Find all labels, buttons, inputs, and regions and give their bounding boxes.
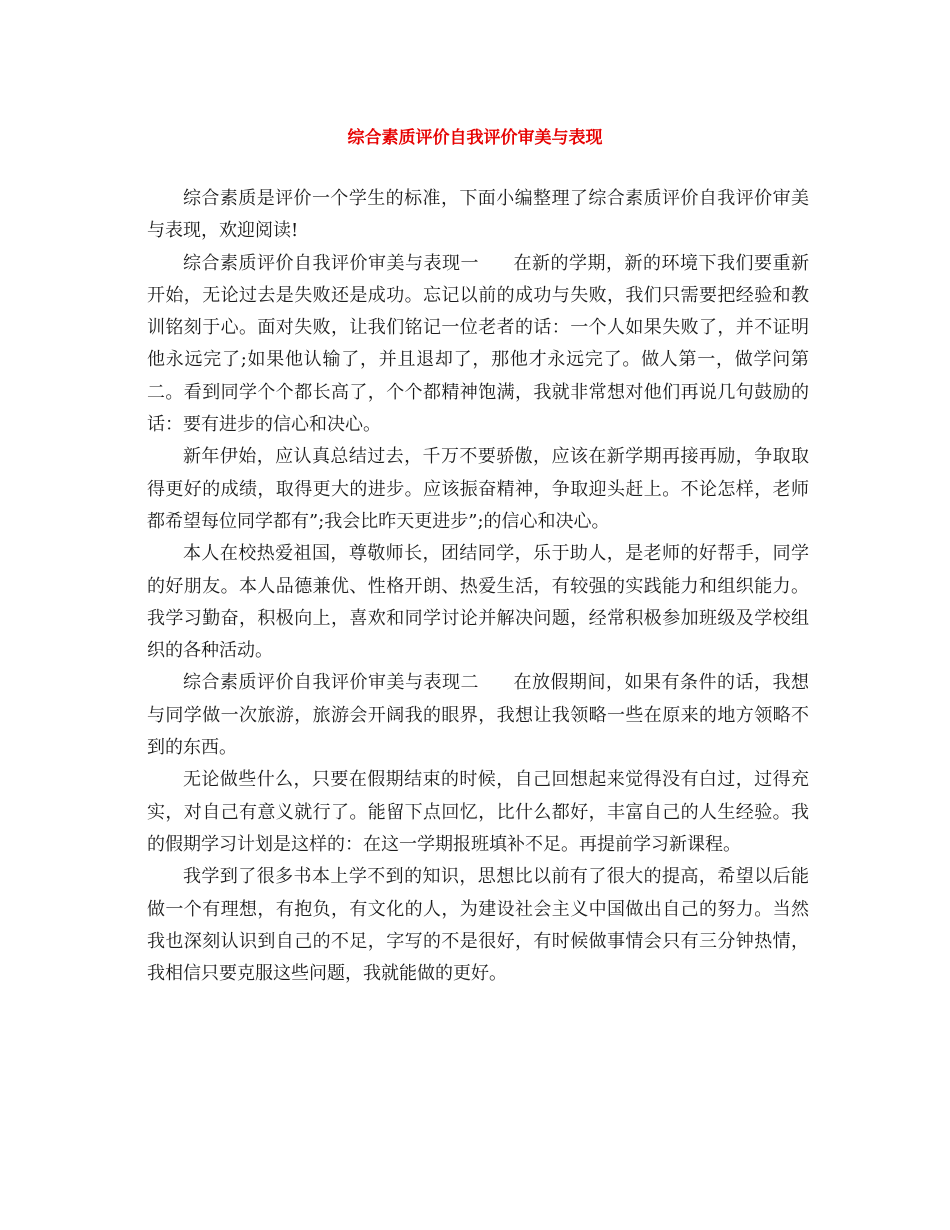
paragraph-conclusion: [147, 861, 809, 990]
section-heading: 综合素质评价自我评价审美与表现一: [183, 252, 479, 274]
document-body: [147, 183, 809, 990]
page-title: 综合素质评价自我评价审美与表现: [347, 128, 603, 148]
section-heading: 综合素质评价自我评价审美与表现二: [183, 672, 479, 694]
paragraph-text: 在放假期间，如果有条件的话，我想与同学做一次旅游，旅游会开阔我的眼界，我想让我领略一些在原来的地方领略不到的东西。: [147, 672, 809, 759]
paragraph-text: 本人在校热爱祖国，尊敬师长，团结同学，乐于助人，是老师的好帮手，同学的好朋友。本人品德兼优、性格开朗、热爱生活，有较强的实践能力和组织能力。我学习勤奋，积极向上，喜欢和同学讨论并解决问题，经常积极参加班级及学校组织的各种活动。: [147, 543, 809, 662]
paragraph-text: 综合素质是评价一个学生的标准，下面小编整理了综合素质评价自我评价审美与表现，欢迎阅读!: [147, 188, 809, 242]
paragraph-text: 新年伊始，应认真总结过去，千万不要骄傲，应该在新学期再接再励，争取取得更好的成绩，取得更大的进步。应该振奋精神，争取迎头赶上。不论怎样，老师都希望每位同学都有”;我会比昨天更进步”;的信心和决心。: [147, 446, 809, 532]
paragraph-self-description: [147, 538, 809, 667]
paragraph-section-one: [147, 248, 809, 442]
paragraph-section-two: [147, 667, 809, 764]
paragraph-new-year: [147, 441, 809, 538]
paragraph-holiday: [147, 764, 809, 861]
paragraph-text: 无论做些什么，只要在假期结束的时候，自己回想起来觉得没有白过，过得充实，对自己有意义就行了。能留下点回忆，比什么都好，丰富自己的人生经验。我的假期学习计划是这样的：在这一学期报班填补不足。再提前学习新课程。: [147, 769, 809, 855]
paragraph-text: 在新的学期，新的环境下我们要重新开始，无论过去是失败还是成功。忘记以前的成功与失败，我们只需要把经验和教训铭刻于心。面对失败，让我们铭记一位老者的话：一个人如果失败了，并不证明他永远完了;如果他认输了，并且退却了，那他才永远完了。做人第一，做学问第二。看到同学个个都长高了，个个都精神饱满，我就非常想对他们再说几句鼓励的话：要有进步的信心和决心。: [147, 252, 809, 436]
paragraph-intro: [147, 183, 809, 248]
paragraph-text: 我学到了很多书本上学不到的知识，思想比以前有了很大的提高，希望以后能做一个有理想，有抱负，有文化的人，为建设社会主义中国做出自己的努力。当然我也深刻认识到自己的不足，字写的不是很好，有时候做事情会只有三分钟热情，我相信只要克服这些问题，我就能做的更好。: [147, 866, 809, 985]
